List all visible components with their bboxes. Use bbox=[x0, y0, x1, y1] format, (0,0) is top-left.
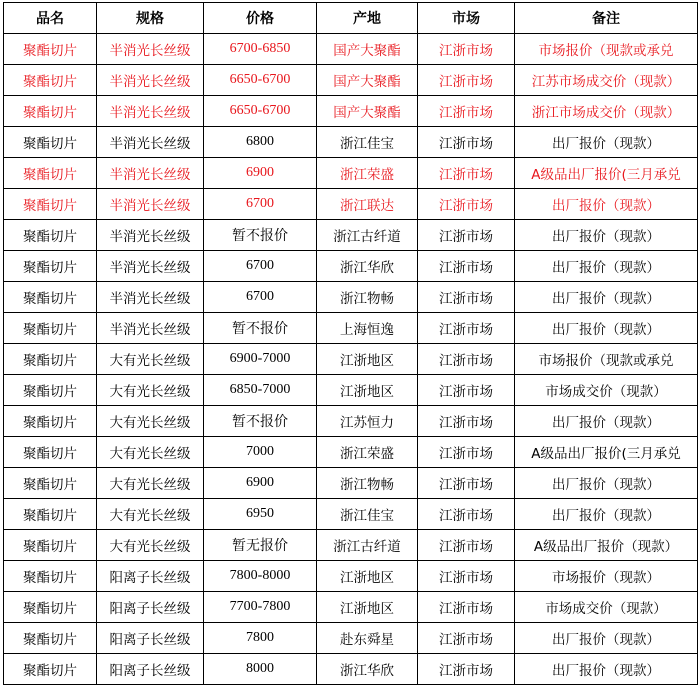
cell-note: A级品出厂报价(三月承兑 bbox=[515, 437, 698, 468]
cell-note: 出厂报价（现款） bbox=[515, 313, 698, 344]
cell-product: 聚酯切片 bbox=[4, 127, 97, 158]
cell-price: 6700 bbox=[204, 189, 317, 220]
cell-spec: 半消光长丝级 bbox=[97, 65, 204, 96]
cell-product: 聚酯切片 bbox=[4, 561, 97, 592]
cell-origin: 浙江华欣 bbox=[317, 251, 418, 282]
cell-spec: 阳离子长丝级 bbox=[97, 592, 204, 623]
cell-origin: 上海恒逸 bbox=[317, 313, 418, 344]
cell-note: 出厂报价（现款） bbox=[515, 220, 698, 251]
cell-spec: 阳离子长丝级 bbox=[97, 654, 204, 685]
cell-product: 聚酯切片 bbox=[4, 468, 97, 499]
header-note: 备注 bbox=[515, 3, 698, 34]
cell-price: 7800 bbox=[204, 623, 317, 654]
cell-product: 聚酯切片 bbox=[4, 406, 97, 437]
cell-origin: 浙江物畅 bbox=[317, 468, 418, 499]
cell-market: 江浙市场 bbox=[418, 375, 515, 406]
header-price: 价格 bbox=[204, 3, 317, 34]
table-row bbox=[4, 654, 698, 685]
cell-market: 江浙市场 bbox=[418, 654, 515, 685]
cell-market: 江浙市场 bbox=[418, 251, 515, 282]
cell-market: 江浙市场 bbox=[418, 406, 515, 437]
cell-market: 江浙市场 bbox=[418, 96, 515, 127]
cell-origin: 江浙地区 bbox=[317, 561, 418, 592]
cell-note: 出厂报价（现款） bbox=[515, 499, 698, 530]
cell-price: 6700-6850 bbox=[204, 34, 317, 65]
table-row bbox=[4, 65, 698, 96]
cell-note: A级品出厂报价（现款） bbox=[515, 530, 698, 561]
cell-product: 聚酯切片 bbox=[4, 34, 97, 65]
cell-market: 江浙市场 bbox=[418, 623, 515, 654]
cell-note: 市场报价（现款或承兑 bbox=[515, 34, 698, 65]
table-row bbox=[4, 344, 698, 375]
cell-origin: 浙江古纤道 bbox=[317, 530, 418, 561]
cell-spec: 半消光长丝级 bbox=[97, 220, 204, 251]
cell-spec: 半消光长丝级 bbox=[97, 96, 204, 127]
cell-spec: 大有光长丝级 bbox=[97, 437, 204, 468]
cell-note: 江苏市场成交价（现款） bbox=[515, 65, 698, 96]
cell-origin: 浙江古纤道 bbox=[317, 220, 418, 251]
cell-spec: 阳离子长丝级 bbox=[97, 561, 204, 592]
header-product: 品名 bbox=[4, 3, 97, 34]
cell-note: 市场成交价（现款） bbox=[515, 375, 698, 406]
cell-product: 聚酯切片 bbox=[4, 313, 97, 344]
cell-origin: 国产大聚酯 bbox=[317, 34, 418, 65]
cell-price: 暂不报价 bbox=[204, 220, 317, 251]
table-row bbox=[4, 282, 698, 313]
cell-price: 6700 bbox=[204, 282, 317, 313]
cell-market: 江浙市场 bbox=[418, 189, 515, 220]
cell-price: 6900 bbox=[204, 468, 317, 499]
cell-product: 聚酯切片 bbox=[4, 220, 97, 251]
cell-price: 6900 bbox=[204, 158, 317, 189]
cell-origin: 江浙地区 bbox=[317, 592, 418, 623]
cell-origin: 浙江荣盛 bbox=[317, 437, 418, 468]
cell-product: 聚酯切片 bbox=[4, 282, 97, 313]
table-row bbox=[4, 96, 698, 127]
cell-price: 7800-8000 bbox=[204, 561, 317, 592]
cell-spec: 大有光长丝级 bbox=[97, 468, 204, 499]
cell-price: 6850-7000 bbox=[204, 375, 317, 406]
cell-product: 聚酯切片 bbox=[4, 592, 97, 623]
cell-origin: 国产大聚酯 bbox=[317, 65, 418, 96]
cell-market: 江浙市场 bbox=[418, 158, 515, 189]
cell-spec: 半消光长丝级 bbox=[97, 127, 204, 158]
cell-spec: 大有光长丝级 bbox=[97, 499, 204, 530]
table-row bbox=[4, 313, 698, 344]
cell-product: 聚酯切片 bbox=[4, 623, 97, 654]
cell-origin: 赴东舜星 bbox=[317, 623, 418, 654]
cell-note: 市场成交价（现款） bbox=[515, 592, 698, 623]
table-row bbox=[4, 623, 698, 654]
cell-spec: 半消光长丝级 bbox=[97, 189, 204, 220]
cell-spec: 半消光长丝级 bbox=[97, 34, 204, 65]
cell-origin: 浙江联达 bbox=[317, 189, 418, 220]
cell-product: 聚酯切片 bbox=[4, 251, 97, 282]
cell-market: 江浙市场 bbox=[418, 344, 515, 375]
table-row bbox=[4, 406, 698, 437]
cell-price: 7700-7800 bbox=[204, 592, 317, 623]
cell-origin: 浙江物畅 bbox=[317, 282, 418, 313]
cell-price: 暂不报价 bbox=[204, 313, 317, 344]
cell-spec: 半消光长丝级 bbox=[97, 158, 204, 189]
cell-note: 出厂报价（现款） bbox=[515, 251, 698, 282]
cell-price: 8000 bbox=[204, 654, 317, 685]
cell-note: 出厂报价（现款） bbox=[515, 623, 698, 654]
cell-price: 6800 bbox=[204, 127, 317, 158]
cell-note: A级品出厂报价(三月承兑 bbox=[515, 158, 698, 189]
cell-product: 聚酯切片 bbox=[4, 437, 97, 468]
table-row bbox=[4, 468, 698, 499]
cell-market: 江浙市场 bbox=[418, 592, 515, 623]
cell-market: 江浙市场 bbox=[418, 499, 515, 530]
cell-market: 江浙市场 bbox=[418, 127, 515, 158]
cell-price: 7000 bbox=[204, 437, 317, 468]
cell-price: 6950 bbox=[204, 499, 317, 530]
cell-origin: 国产大聚酯 bbox=[317, 96, 418, 127]
cell-market: 江浙市场 bbox=[418, 468, 515, 499]
table-row bbox=[4, 530, 698, 561]
cell-market: 江浙市场 bbox=[418, 65, 515, 96]
cell-spec: 大有光长丝级 bbox=[97, 406, 204, 437]
cell-note: 浙江市场成交价（现款） bbox=[515, 96, 698, 127]
cell-product: 聚酯切片 bbox=[4, 530, 97, 561]
table-row bbox=[4, 437, 698, 468]
cell-spec: 大有光长丝级 bbox=[97, 530, 204, 561]
cell-price: 暂无报价 bbox=[204, 530, 317, 561]
cell-product: 聚酯切片 bbox=[4, 65, 97, 96]
table-row bbox=[4, 561, 698, 592]
cell-spec: 半消光长丝级 bbox=[97, 313, 204, 344]
table-body bbox=[4, 34, 698, 685]
cell-origin: 江浙地区 bbox=[317, 375, 418, 406]
table-row bbox=[4, 499, 698, 530]
cell-note: 出厂报价（现款） bbox=[515, 127, 698, 158]
cell-price: 6650-6700 bbox=[204, 65, 317, 96]
cell-spec: 大有光长丝级 bbox=[97, 375, 204, 406]
table-row bbox=[4, 251, 698, 282]
table-row bbox=[4, 127, 698, 158]
table-row bbox=[4, 375, 698, 406]
cell-product: 聚酯切片 bbox=[4, 499, 97, 530]
cell-note: 出厂报价（现款） bbox=[515, 282, 698, 313]
cell-market: 江浙市场 bbox=[418, 530, 515, 561]
cell-price: 6700 bbox=[204, 251, 317, 282]
cell-note: 出厂报价（现款） bbox=[515, 189, 698, 220]
table-row bbox=[4, 34, 698, 65]
cell-product: 聚酯切片 bbox=[4, 189, 97, 220]
cell-origin: 浙江华欣 bbox=[317, 654, 418, 685]
cell-note: 市场报价（现款） bbox=[515, 561, 698, 592]
cell-product: 聚酯切片 bbox=[4, 96, 97, 127]
header-origin: 产地 bbox=[317, 3, 418, 34]
table-row bbox=[4, 189, 698, 220]
table-row bbox=[4, 158, 698, 189]
cell-market: 江浙市场 bbox=[418, 437, 515, 468]
price-table bbox=[3, 2, 698, 685]
cell-note: 出厂报价（现款） bbox=[515, 468, 698, 499]
cell-product: 聚酯切片 bbox=[4, 344, 97, 375]
cell-price: 6650-6700 bbox=[204, 96, 317, 127]
cell-spec: 半消光长丝级 bbox=[97, 282, 204, 313]
cell-market: 江浙市场 bbox=[418, 561, 515, 592]
cell-note: 出厂报价（现款） bbox=[515, 406, 698, 437]
cell-origin: 江苏恒力 bbox=[317, 406, 418, 437]
cell-note: 市场报价（现款或承兑 bbox=[515, 344, 698, 375]
header-market: 市场 bbox=[418, 3, 515, 34]
cell-product: 聚酯切片 bbox=[4, 375, 97, 406]
table-row bbox=[4, 220, 698, 251]
header-row bbox=[4, 3, 698, 34]
cell-origin: 浙江佳宝 bbox=[317, 127, 418, 158]
cell-spec: 阳离子长丝级 bbox=[97, 623, 204, 654]
cell-market: 江浙市场 bbox=[418, 282, 515, 313]
table-row bbox=[4, 592, 698, 623]
cell-spec: 半消光长丝级 bbox=[97, 251, 204, 282]
cell-price: 暂不报价 bbox=[204, 406, 317, 437]
cell-market: 江浙市场 bbox=[418, 220, 515, 251]
cell-product: 聚酯切片 bbox=[4, 654, 97, 685]
cell-origin: 浙江佳宝 bbox=[317, 499, 418, 530]
cell-origin: 浙江荣盛 bbox=[317, 158, 418, 189]
cell-market: 江浙市场 bbox=[418, 313, 515, 344]
cell-product: 聚酯切片 bbox=[4, 158, 97, 189]
cell-price: 6900-7000 bbox=[204, 344, 317, 375]
header-spec: 规格 bbox=[97, 3, 204, 34]
cell-market: 江浙市场 bbox=[418, 34, 515, 65]
cell-note: 出厂报价（现款） bbox=[515, 654, 698, 685]
cell-origin: 江浙地区 bbox=[317, 344, 418, 375]
cell-spec: 大有光长丝级 bbox=[97, 344, 204, 375]
